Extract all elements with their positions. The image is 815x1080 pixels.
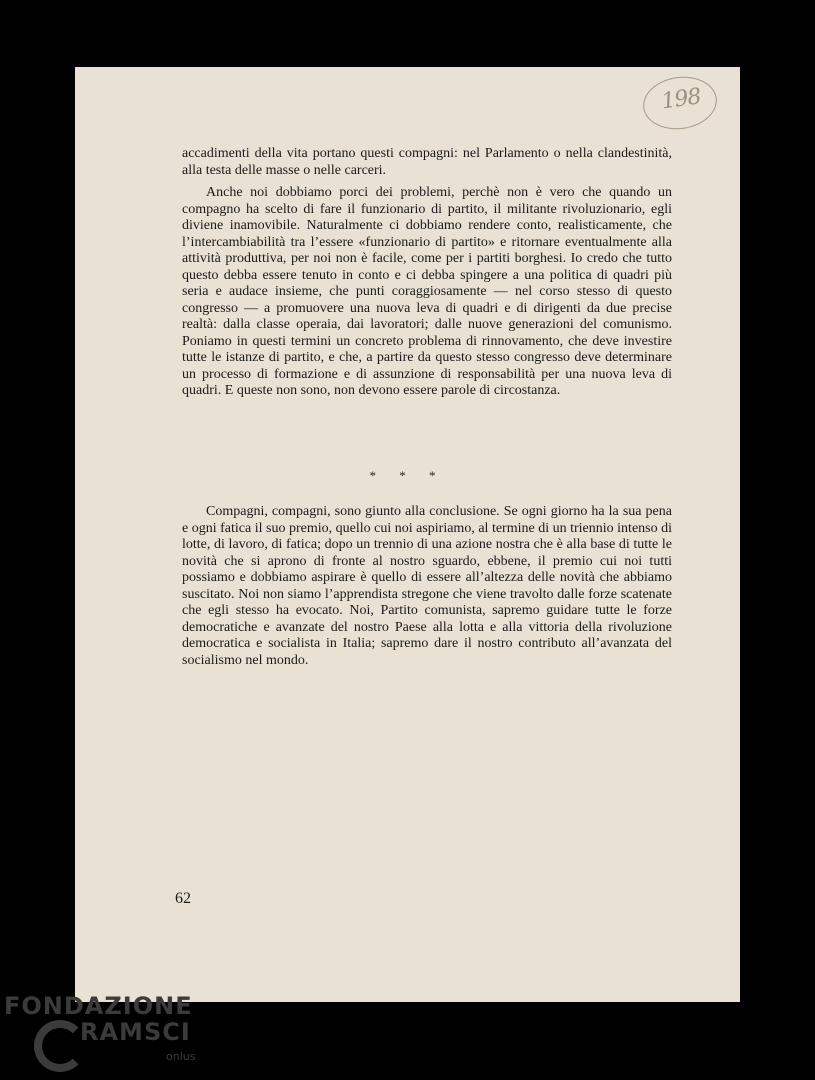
logo-g-icon xyxy=(34,1020,86,1072)
logo-line-2: RAMSCI xyxy=(80,1018,191,1046)
paragraph: accadimenti della vita portano questi compagni: nel Parlamento o nella clandestinità, alla testa delle masse o nelle carceri. xyxy=(182,146,672,178)
section-divider: * * * xyxy=(369,468,446,483)
text-block-bottom xyxy=(182,504,672,669)
paragraph: Compagni, compagni, sono giunto alla conclusione. Se ogni giorno ha la sua pena e ogni fatica il suo premio, quello cui noi aspiriamo, al termine di un triennio intenso di lotte, di lavoro, di fatica; dopo un trennio di una azione nostra che è alla base di tutte le novità che si aprono di fronte al nostro sguardo, ebbene, il premio cui noi tutti possiamo e dobbiamo aspirare è quello di essere all’altezza delle novità che abbiamo suscitato. Noi non siamo l’apprendista stregone che viene travolto dalle forze scatenate che egli stesso ha evocato. Noi, Partito comunista, sapremo guidare tutte le forze democratiche e avanzate del nostro Paese alla lotta e alla vittoria della rivoluzione democratica e socialista in Italia; sapremo dare il nostro contributo all’avanzata del socialismo nel mondo. xyxy=(182,504,672,668)
paragraph: Anche noi dobbiamo porci dei problemi, perchè non è vero che quando un compagno ha scelto di fare il funzionario di partito, il militante rivoluzionario, egli diviene inamovibile. Naturalmente ci dobbiamo rendere conto, realisticamente, che l’intercambiabilità tra l’essere «funzionario di partito» e ritornare eventualmente alla attività produttiva, per noi non è facile, come per i partiti borghesi. Io credo che tutto questo debba essere tenuto in conto e ci debba spingere a una politica di quadri più seria e audace insieme, che punti coraggiosamente — nel corso stesso di questo congresso — a promuovere una nuova leva di quadri e di dirigenti da due precise realtà: dalla classe operaia, dai lavoratori; dalle nuove generazioni del comunismo. Poniamo in questi termini un concreto problema di rinnovamento, che deve investire tutte le istanze di partito, e che, a partire da questo stesso congresso deve determinare un processo di formazione e di assunzione di responsabilità per una nuova leva di quadri. E queste non sono, non devono essere parole di circostanza. xyxy=(182,185,672,398)
document-page xyxy=(75,67,740,1002)
fondazione-gramsci-logo xyxy=(4,992,204,1072)
logo-onlus: onlus xyxy=(166,1050,196,1063)
archive-number: 198 xyxy=(659,84,703,115)
logo-line-1: FONDAZIONE xyxy=(4,992,193,1020)
page-number: 62 xyxy=(175,890,191,907)
text-block-top xyxy=(182,146,672,400)
archive-number-stamp xyxy=(640,72,721,134)
